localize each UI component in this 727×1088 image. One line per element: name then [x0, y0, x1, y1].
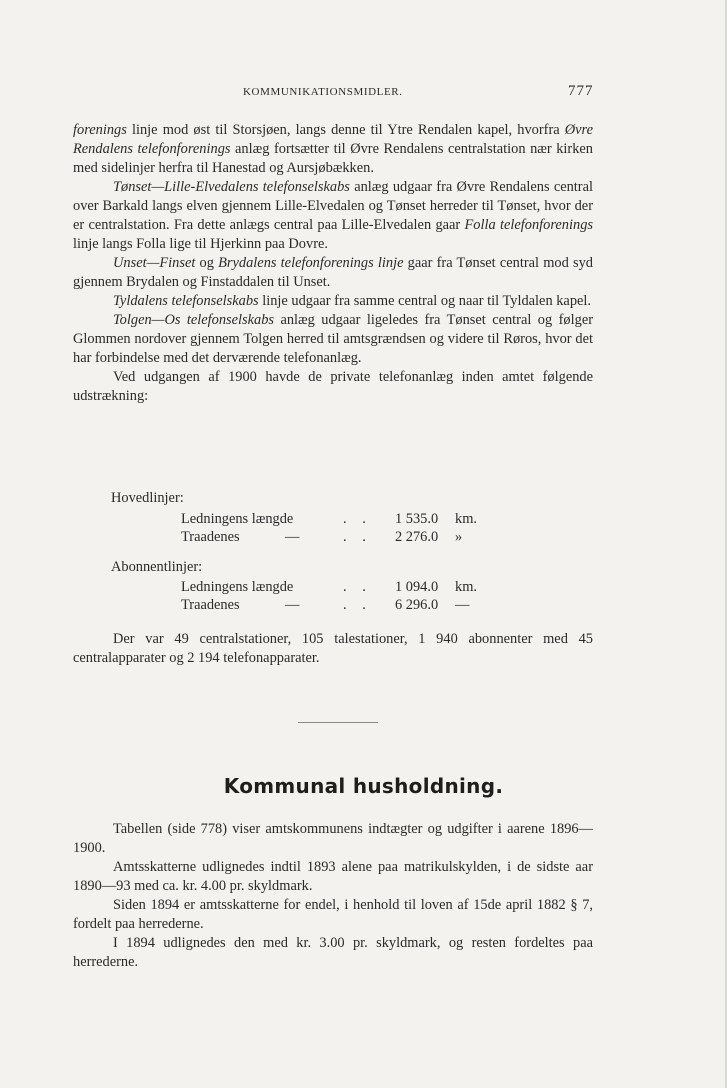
- italic-name: forenings: [73, 122, 127, 138]
- running-head: [0, 83, 727, 106]
- stat-leader: . .: [343, 511, 372, 527]
- stat-leader: . .: [343, 579, 372, 595]
- stat-label: Traadenes: [181, 529, 240, 545]
- main-lines-heading: Hovedlinjer:: [111, 490, 184, 506]
- paragraph-rendalen: [73, 121, 593, 178]
- stat-ditto: —: [285, 529, 300, 545]
- stat-row: [73, 511, 593, 530]
- italic-name: Brydalens telefonforenings linje: [218, 255, 404, 271]
- stat-value: 1 535.0: [395, 511, 439, 527]
- paragraph-text: linje mod øst til Storsjøen, langs denne til Ytre Rendalen kapel, hvorfra: [126, 122, 565, 138]
- paragraph-tolgen: [73, 311, 593, 368]
- stat-value: 1 094.0: [395, 579, 439, 595]
- paragraph-text: anlæg udgaar fra Øvre Rendalens central over Barkald langs elven gjennem Lille-Elvedalen og Tønset herreder til Tønset, hvor der er centralstation. Fra dette anlægs central paa Lille-Elvedalen gaar: [73, 179, 593, 233]
- running-title: KOMMUNIKATIONSMIDLER.: [243, 86, 403, 98]
- paragraph-text: gaar fra Tønset central mod syd gjennem Brydalen og Finstaddalen til Unset.: [73, 255, 593, 290]
- stat-label: Traadenes: [181, 597, 240, 613]
- paragraph-tax-distribution: Siden 1894 er amtsskatterne for endel, i henhold til loven af 15de april 1882 § 7, fordelt paa herrederne.: [73, 897, 593, 932]
- paragraph-tax-assessment: Amtsskatterne udlignedes indtil 1893 alene paa matrikulskylden, i de sidste aar 1890—93 med ca. kr. 4.00 pr. skyldmark.: [73, 859, 593, 894]
- paragraph-unset: [73, 254, 593, 292]
- stat-row: [73, 579, 593, 598]
- stat-label: Ledningens længde: [181, 511, 294, 527]
- section-heading: Kommunal husholdning.: [223, 774, 504, 798]
- stat-row: [73, 597, 593, 616]
- paragraph-text: anlæg udgaar ligeledes fra Tønset central og følger Glommen nordover gjennem Tolgen herred til amtsgrændsen og videre til Røros, hvor det har forbindelse med det derværende telefonanlæg.: [73, 312, 593, 366]
- stat-value: 6 296.0: [395, 597, 439, 613]
- page-number: 777: [568, 83, 594, 99]
- paragraph-tyldalen: [73, 292, 593, 311]
- italic-name: Folla telefonforenings: [464, 217, 593, 233]
- stat-leader: . .: [343, 529, 372, 545]
- italic-name: Tønset—Lille-Elvedalens telefonselskabs: [113, 179, 350, 195]
- paragraph-tonset: [73, 178, 593, 254]
- summary-text: [73, 630, 593, 668]
- italic-name: Unset—Finset: [113, 255, 196, 271]
- italic-name: Tyldalens telefonselskabs: [113, 293, 259, 309]
- italic-name: Tolgen—Os telefonselskabs: [113, 312, 275, 328]
- paragraph-extent-intro: Ved udgangen af 1900 havde de private telefonanlæg inden amtet følgende udstrækning:: [73, 369, 593, 404]
- paragraph-text: linje udgaar fra samme central og naar til Tyldalen kapel.: [258, 293, 592, 309]
- subscriber-lines-heading: Abonnentlinjer:: [111, 559, 203, 575]
- paragraph-text: og: [195, 255, 219, 271]
- italic-name: Øvre Rendalens telefonforenings: [73, 122, 593, 157]
- stat-ditto: —: [285, 597, 300, 613]
- paragraph-text: linje langs Folla lige til Hjerkinn paa Dovre.: [73, 236, 328, 252]
- section-divider: [298, 722, 378, 723]
- paragraph-text: anlæg fortsætter til Øvre Rendalens centralstation nær kirken med sidelinjer herfra til Hanestad og Aursjøbækken.: [73, 141, 593, 176]
- stat-unit: km.: [455, 511, 477, 527]
- paragraph-tax-1894: I 1894 udlignedes den med kr. 3.00 pr. skyldmark, og resten fordeltes paa herrederne.: [73, 935, 593, 970]
- paragraph-summary: Der var 49 centralstationer, 105 talestationer, 1 940 abonnenter med 45 centralapparater og 2 194 telefonapparater.: [73, 631, 593, 666]
- stat-leader: . .: [343, 597, 372, 613]
- municipal-text: [73, 820, 593, 972]
- stat-row: [73, 529, 593, 548]
- stat-label: Ledningens længde: [181, 579, 294, 595]
- telephone-lines-text: [73, 121, 593, 406]
- stat-unit: km.: [455, 579, 477, 595]
- paragraph-table-reference: Tabellen (side 778) viser amtskommunens indtægter og udgifter i aarene 1896—1900.: [73, 821, 593, 856]
- stat-value: 2 276.0: [395, 529, 439, 545]
- stat-unit: —: [455, 597, 470, 613]
- stat-unit: »: [455, 529, 463, 545]
